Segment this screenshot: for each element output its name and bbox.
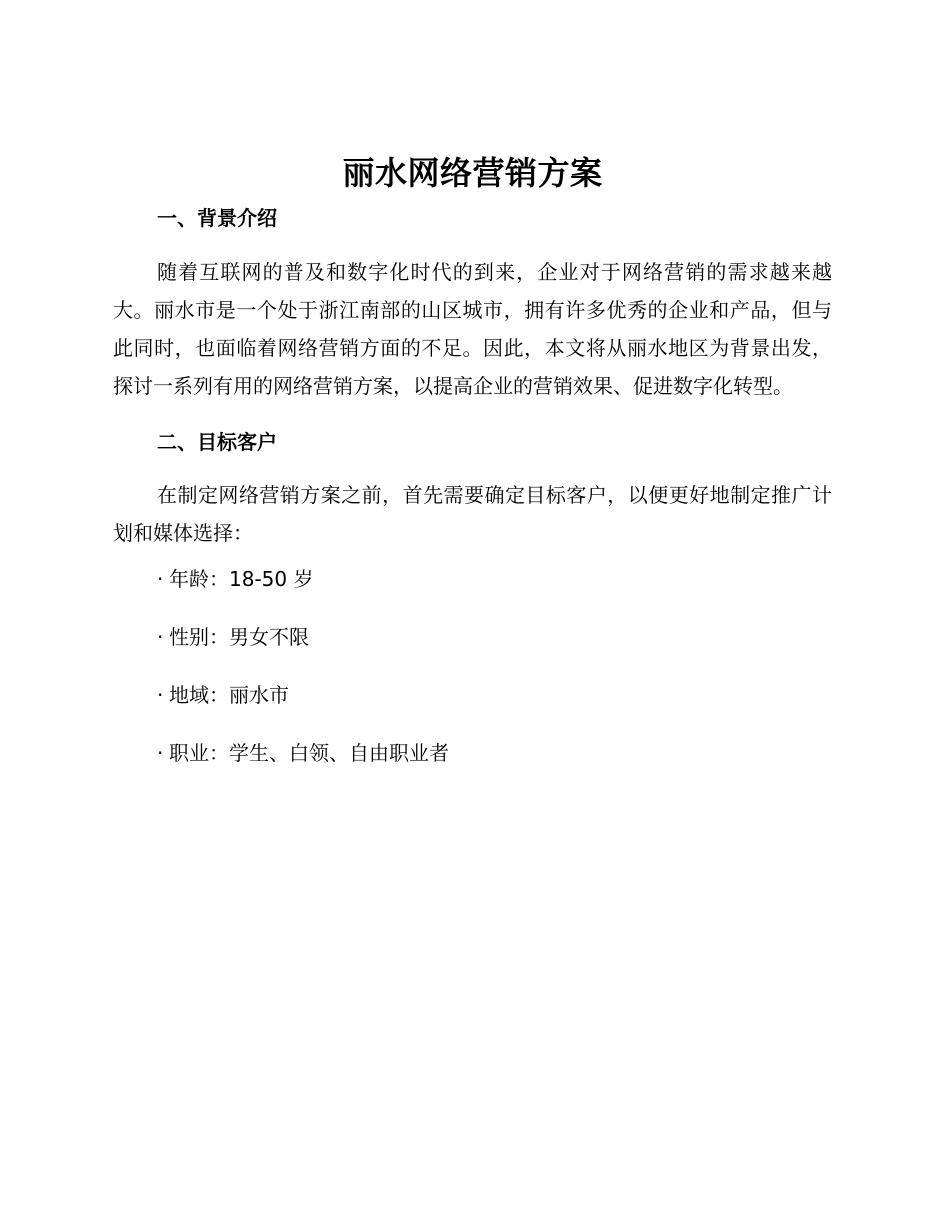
list-item-gender bbox=[157, 623, 832, 651]
section-heading-target-customers: 二、目标客户 bbox=[157, 430, 277, 454]
target-customer-list bbox=[113, 565, 832, 767]
list-item-text: 年龄：18-50 岁 bbox=[169, 567, 314, 591]
bullet-dot-icon: · bbox=[157, 567, 164, 591]
bullet-dot-icon: · bbox=[157, 741, 164, 765]
document-title: 丽水网络营销方案 bbox=[342, 154, 603, 192]
bullet-dot-icon: · bbox=[157, 683, 164, 707]
list-item-age bbox=[157, 565, 832, 593]
paragraph-background: 随着互联网的普及和数字化时代的到来，企业对于网络营销的需求越来越大。丽水市是一个处于浙江南部的山区城市，拥有许多优秀的企业和产品，但与此同时，也面临着网络营销方面的不足。因此，本文将从丽水地区为背景出发，探讨一系列有用的网络营销方案，以提高企业的营销效果、促进数字化转型。 bbox=[113, 260, 832, 398]
list-item-text: 性别：男女不限 bbox=[169, 625, 309, 649]
section-heading-background: 一、背景介绍 bbox=[157, 206, 277, 230]
paragraph-target-customers: 在制定网络营销方案之前，首先需要确定目标客户，以便更好地制定推广计划和媒体选择： bbox=[113, 483, 832, 545]
list-item-text: 地域：丽水市 bbox=[169, 683, 289, 707]
list-item-occupation bbox=[157, 739, 832, 767]
bullet-dot-icon: · bbox=[157, 625, 164, 649]
list-item-region bbox=[157, 681, 832, 709]
list-item-text: 职业：学生、白领、自由职业者 bbox=[169, 741, 449, 765]
